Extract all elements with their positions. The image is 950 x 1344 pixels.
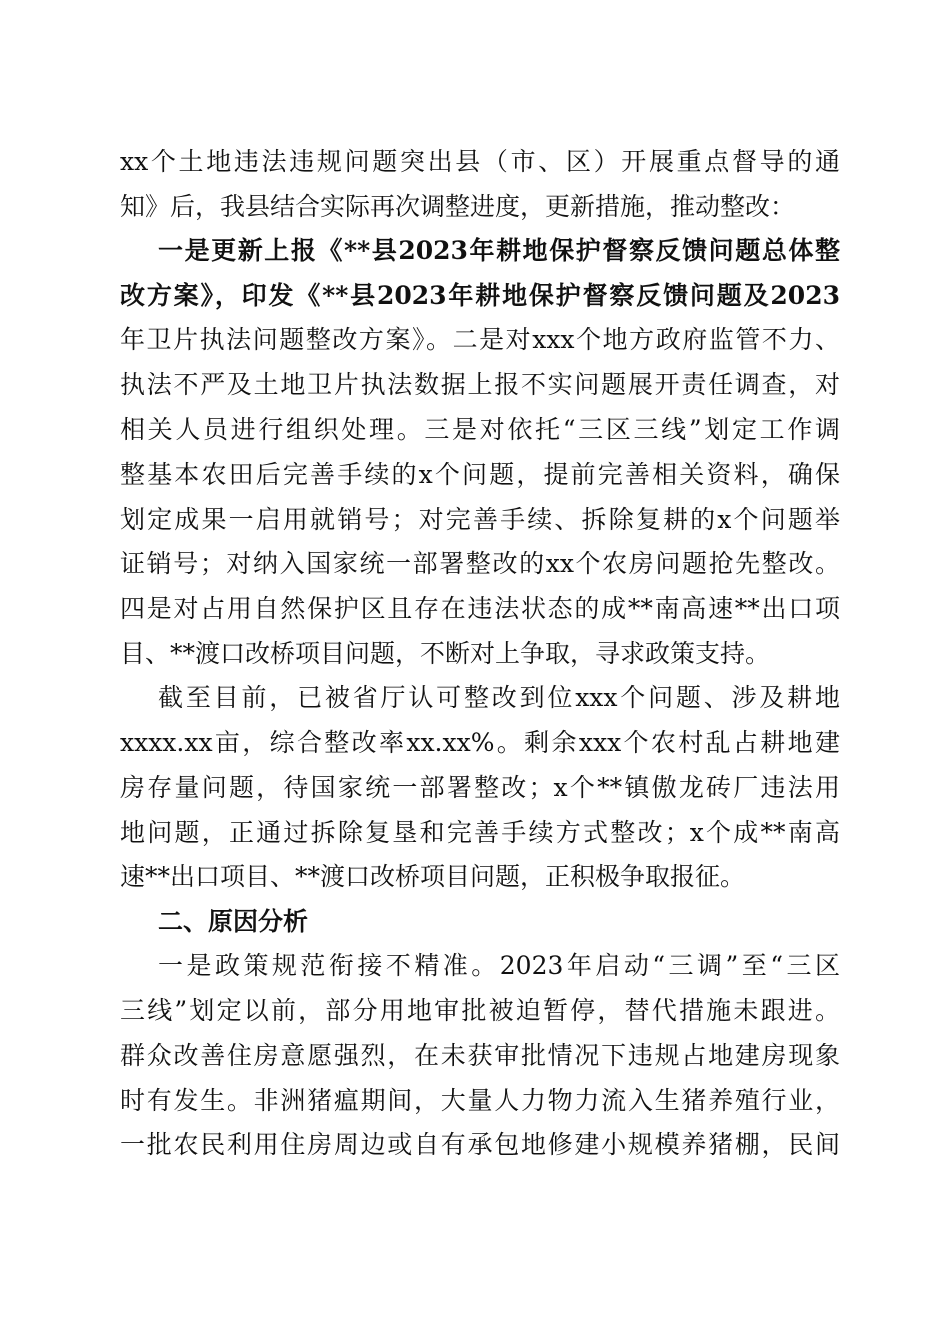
paragraph-2-line-1: 一是更新上报《**县2023年耕地保护督察反馈问题总体整 — [158, 236, 840, 265]
paragraph-2-line-3: 年卫片执法问题整改方案》。二是对xxx个地方政府监管不力、 — [120, 325, 840, 354]
paragraph-3-line-1: 截至目前，已被省厅认可整改到位xxx个问题、涉及耕地 — [158, 683, 840, 712]
paragraph-4-line-2: 三线”划定以前，部分用地审批被迫暂停，替代措施未跟进。 — [120, 996, 840, 1025]
paragraph-2-line-9: 四是对占用自然保护区且存在违法状态的成**南高速**出口项 — [120, 594, 840, 623]
paragraph-2-line-8: 证销号；对纳入国家统一部署整改的xx个农房问题抢先整改。 — [120, 549, 840, 578]
paragraph-4-line-3: 群众改善住房意愿强烈，在未获审批情况下违规占地建房现象 — [120, 1041, 840, 1070]
paragraph-2-line-6: 整基本农田后完善手续的x个问题，提前完善相关资料，确保 — [120, 460, 840, 489]
paragraph-3-line-2: xxxx.xx亩，综合整改率xx.xx%。剩余xxx个农村乱占耕地建 — [120, 728, 840, 757]
paragraph-3-line-3: 房存量问题，待国家统一部署整改；x个**镇傲龙砖厂违法用 — [120, 773, 840, 802]
section-heading: 二、原因分析 — [158, 907, 309, 936]
paragraph-4-line-1: 一是政策规范衔接不精准。2023年启动“三调”至“三区 — [158, 951, 840, 980]
paragraph-3-line-5: 速**出口项目、**渡口改桥项目问题，正积极争取报征。 — [120, 862, 746, 891]
paragraph-2-line-7: 划定成果一启用就销号；对完善手续、拆除复耕的x个问题举 — [120, 505, 840, 534]
paragraph-1-line-2: 知》后，我县结合实际再次调整进度，更新措施，推动整改： — [120, 192, 796, 221]
paragraph-3-line-4: 地问题，正通过拆除复垦和完善手续方式整改；x个成**南高 — [120, 818, 840, 847]
paragraph-2-line-2: 改方案》，印发《**县2023年耕地保护督察反馈问题及2023 — [120, 281, 840, 310]
paragraph-2-line-10: 目、**渡口改桥项目问题，不断对上争取，寻求政策支持。 — [120, 639, 771, 668]
paragraph-4-line-4: 时有发生。非洲猪瘟期间，大量人力物力流入生猪养殖行业， — [120, 1086, 840, 1115]
paragraph-2-line-4: 执法不严及土地卫片执法数据上报不实问题展开责任调查，对 — [120, 370, 840, 399]
paragraph-2-line-5: 相关人员进行组织处理。三是对依托“三区三线”划定工作调 — [120, 415, 840, 444]
paragraph-4-line-5: 一批农民利用住房周边或自有承包地修建小规模养猪棚，民间 — [120, 1130, 840, 1159]
paragraph-1-line-1: xx个土地违法违规问题突出县（市、区）开展重点督导的通 — [120, 147, 840, 176]
